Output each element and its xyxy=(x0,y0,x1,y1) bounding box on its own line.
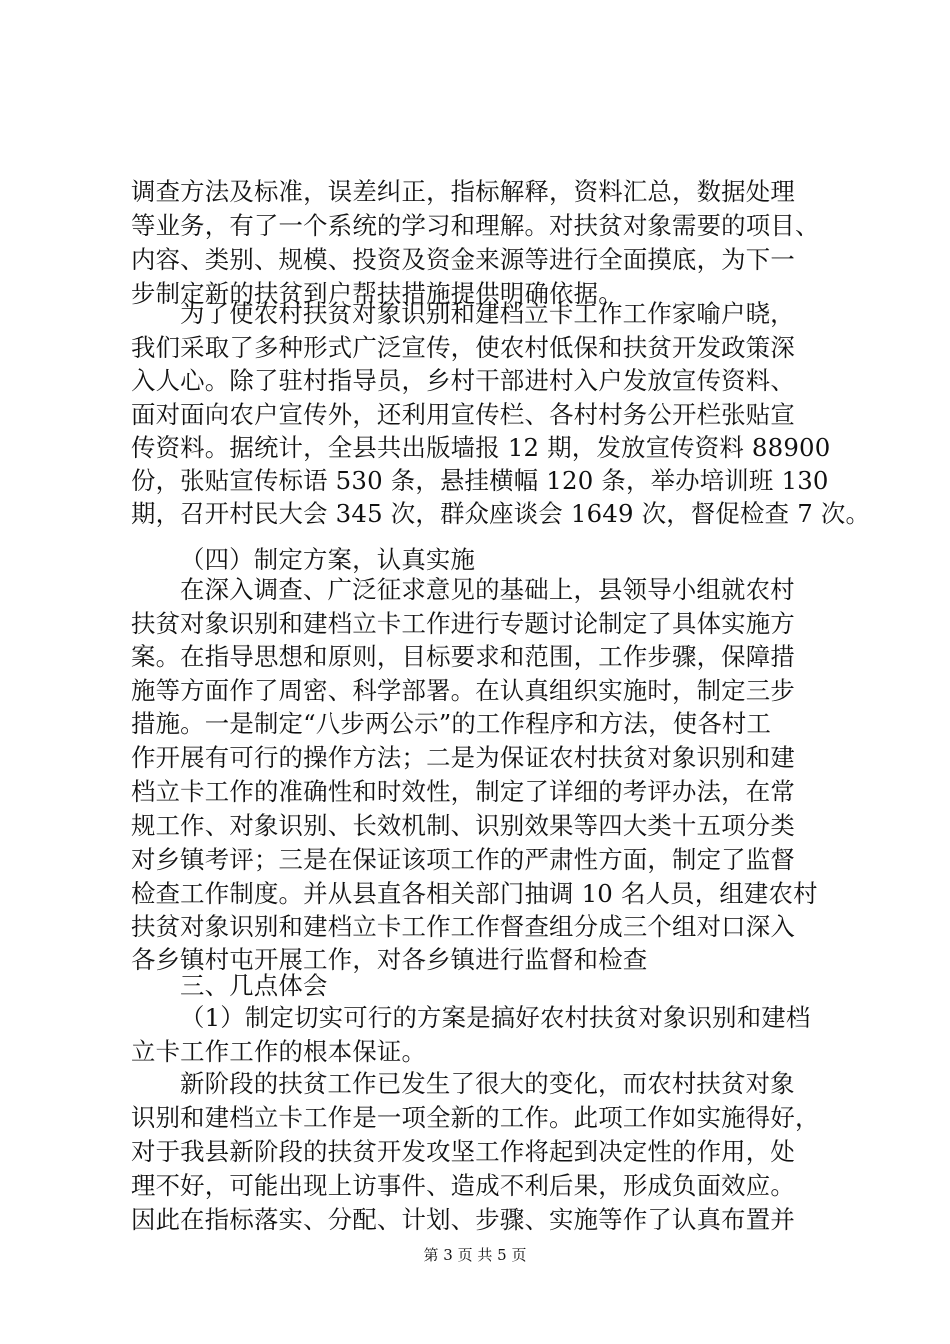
body-text-line: 识别和建档立卡工作是一项全新的工作。此项工作如实施得好， xyxy=(131,1103,820,1132)
body-text-line: 面对面向农户宣传外，还利用宣传栏、各村村务公开栏张贴宣 xyxy=(131,400,795,429)
body-text-line: 扶贫对象识别和建档立卡工作进行专题讨论制定了具体实施方 xyxy=(131,609,795,638)
body-text-line: 期，召开村民大会 345 次，群众座谈会 1649 次，督促检查 7 次。 xyxy=(131,499,871,528)
body-text-line: 传资料。据统计，全县共出版墙报 12 期，发放宣传资料 88900 xyxy=(131,433,831,462)
body-text-line: 我们采取了多种形式广泛宣传，使农村低保和扶贫开发政策深 xyxy=(131,333,795,362)
body-text-line: 措施。一是制定“八步两公示”的工作程序和方法，使各村工 xyxy=(131,709,772,738)
page-number-footer: 第 3 页 共 5 页 xyxy=(423,1246,527,1264)
body-text-line: 对于我县新阶段的扶贫开发攻坚工作将起到决定性的作用，处 xyxy=(131,1137,795,1166)
body-text-line: 施等方面作了周密、科学部署。在认真组织实施时，制定三步 xyxy=(131,676,795,705)
body-text-line: 调查方法及标准，误差纠正，指标解释，资料汇总，数据处理 xyxy=(131,177,795,206)
body-text-line: 内容、类别、规模、投资及资金来源等进行全面摸底，为下一 xyxy=(131,245,795,274)
body-text-line: 扶贫对象识别和建档立卡工作工作督查组分成三个组对口深入 xyxy=(131,912,795,941)
body-text-line: 检查工作制度。并从县直各相关部门抽调 10 名人员，组建农村 xyxy=(131,879,818,908)
paragraph-first-line: 新阶段的扶贫工作已发生了很大的变化，而农村扶贫对象 xyxy=(180,1069,795,1098)
body-text-line: 各乡镇村屯开展工作，对各乡镇进行监督和检查 xyxy=(131,945,648,974)
body-text-line: 等业务，有了一个系统的学习和理解。对扶贫对象需要的项目、 xyxy=(131,211,820,240)
body-text-line: 份，张贴宣传标语 530 条，悬挂横幅 120 条，举办培训班 130 xyxy=(131,466,829,495)
body-text-line: 步制定新的扶贫到户帮扶措施提供明确依据。 xyxy=(131,279,623,308)
body-text-line: 档立卡工作的准确性和时效性，制定了详细的考评办法，在常 xyxy=(131,777,795,806)
body-text-line: 案。在指导思想和原则，目标要求和范围，工作步骤，保障措 xyxy=(131,642,795,671)
body-text-line: 规工作、对象识别、长效机制、识别效果等四大类十五项分类 xyxy=(131,811,795,840)
body-text-line: 理不好，可能出现上访事件、造成不利后果，形成负面效应。 xyxy=(131,1171,795,1200)
section-heading: 三、几点体会 xyxy=(180,971,328,1000)
body-text-line: 立卡工作工作的根本保证。 xyxy=(131,1037,427,1066)
body-text-line: 因此在指标落实、分配、计划、步骤、实施等作了认真布置并 xyxy=(131,1205,795,1234)
subsection-heading: （1）制定切实可行的方案是搞好农村扶贫对象识别和建档 xyxy=(180,1003,811,1032)
body-text-line: 对乡镇考评；三是在保证该项工作的严肃性方面，制定了监督 xyxy=(131,845,795,874)
paragraph-first-line: 为了使农村扶贫对象识别和建档立卡工作工作家喻户晓， xyxy=(180,299,795,328)
body-text-line: 入人心。除了驻村指导员，乡村干部进村入户发放宣传资料、 xyxy=(131,366,795,395)
section-heading: （四）制定方案，认真实施 xyxy=(180,545,476,574)
body-text-line: 作开展有可行的操作方法；二是为保证农村扶贫对象识别和建 xyxy=(131,743,795,772)
paragraph-first-line: 在深入调查、广泛征求意见的基础上，县领导小组就农村 xyxy=(180,575,795,604)
